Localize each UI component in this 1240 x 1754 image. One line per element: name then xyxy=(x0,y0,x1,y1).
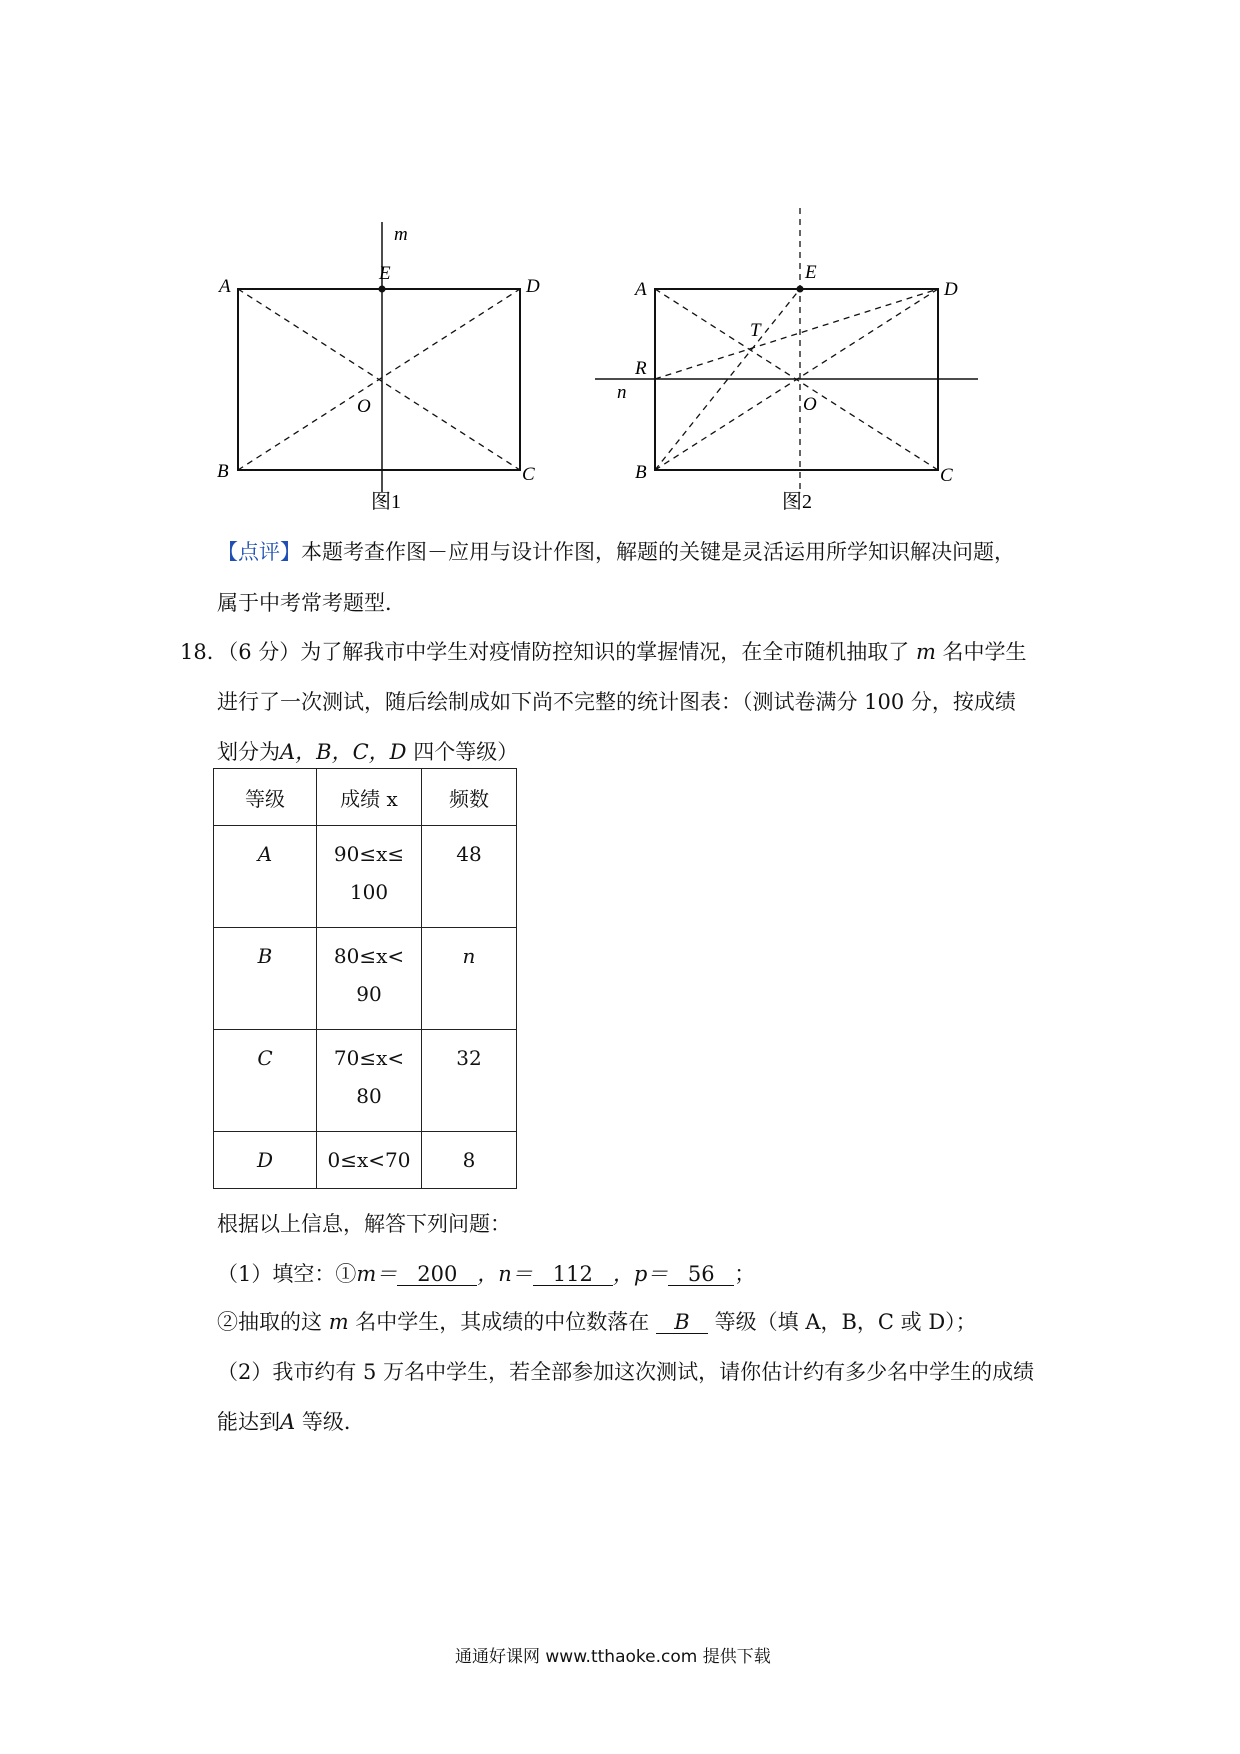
figure-1 xyxy=(0,0,620,530)
table-row xyxy=(214,826,517,928)
table-header: 成绩 x xyxy=(317,769,422,826)
median-answer-blank: B xyxy=(656,1311,708,1334)
m-answer-blank: 200 xyxy=(397,1263,477,1286)
freq-cell: 8 xyxy=(422,1132,517,1189)
fig2-label-t: T xyxy=(750,320,761,341)
question-18-line-3 xyxy=(217,736,518,766)
fig2-label-r: R xyxy=(635,358,647,379)
freq-cell: 32 xyxy=(422,1030,517,1132)
range-cell: 90≤x≤ 100 xyxy=(317,826,422,928)
q18-text-3b: A，B，C，D xyxy=(280,740,407,764)
question-part-2-line-2: 能达到A 等级． xyxy=(217,1410,365,1434)
fig1-label-b: B xyxy=(217,461,229,482)
q18-text-2: 进行了一次测试，随后绘制成如下尚不完整的统计图表：（测试卷满分 100 分，按成绩 xyxy=(217,690,1016,714)
n-answer-blank: 112 xyxy=(533,1263,613,1286)
comment-text-2: 属于中考常考题型． xyxy=(217,591,406,615)
comment-text-1: 本题考查作图－应用与设计作图，解题的关键是灵活运用所学知识解决问题， xyxy=(301,540,1015,564)
comment-line-2 xyxy=(217,587,406,617)
q18-text-3a: 划分为 xyxy=(217,740,280,764)
fig2-label-c: C xyxy=(940,465,953,486)
fig1-label-e: E xyxy=(379,263,391,284)
answers-intro: 根据以上信息，解答下列问题： xyxy=(217,1212,511,1236)
question-18-line-1 xyxy=(180,636,1027,666)
footer: 通通好课网 www.tthaoke.com 提供下载 xyxy=(455,1647,771,1667)
figure-2 xyxy=(580,0,1000,530)
fig1-label-a: A xyxy=(219,276,231,297)
question-number: 18． xyxy=(180,640,228,664)
range-cell: 70≤x< 80 xyxy=(317,1030,422,1132)
grade-table xyxy=(213,768,517,1189)
q18-text-3c: 四个等级） xyxy=(406,740,519,764)
fig1-caption: 图1 xyxy=(371,491,401,513)
fig1-label-c: C xyxy=(522,464,535,485)
fig2-label-a: A xyxy=(635,279,647,300)
grade-cell: A xyxy=(214,826,317,928)
fig2-label-n: n xyxy=(617,382,627,403)
range-cell: 80≤x< 90 xyxy=(317,928,422,1030)
table-row xyxy=(214,928,517,1030)
table-header: 等级 xyxy=(214,769,317,826)
comment-tag: 【点评】 xyxy=(217,540,301,564)
fig2-label-e: E xyxy=(805,262,817,283)
question-part-2-line-1: （2）我市约有 5 万名中学生，若全部参加这次测试，请你估计约有多少名中学生的成绩 xyxy=(217,1360,1035,1384)
freq-cell: 48 xyxy=(422,826,517,928)
grade-cell: C xyxy=(214,1030,317,1132)
fig1-label-m: m xyxy=(394,224,408,245)
fig2-label-o: O xyxy=(803,394,817,415)
grade-cell: D xyxy=(214,1132,317,1189)
grade-cell: B xyxy=(214,928,317,1030)
p-answer-blank: 56 xyxy=(668,1263,734,1286)
freq-cell: n xyxy=(422,928,517,1030)
fig1-label-o: O xyxy=(357,396,371,417)
fig2-point-e xyxy=(797,286,804,293)
table-header: 频数 xyxy=(422,769,517,826)
answer-part-1-2: ②抽取的这 m 名中学生，其成绩的中位数落在 B 等级（填 A，B，C 或 D）； xyxy=(217,1310,977,1334)
table-header-row xyxy=(214,769,517,826)
answer-part-1-1: （1）填空：①m＝ 200 ，n＝ 112 ，p＝ 56 ； xyxy=(217,1262,756,1286)
q18-text-1b: 名中学生 xyxy=(935,640,1027,664)
comment-line-1 xyxy=(217,536,1015,566)
table-row xyxy=(214,1132,517,1189)
fig1-label-d: D xyxy=(526,276,540,297)
table-row xyxy=(214,1030,517,1132)
fig1-point-e xyxy=(379,286,386,293)
q18-text-1a: （6 分）为了解我市中学生对疫情防控知识的掌握情况，在全市随机抽取了 xyxy=(227,640,916,664)
fig2-label-b: B xyxy=(635,462,647,483)
fig2-line-rd xyxy=(655,289,938,379)
fig2-caption: 图2 xyxy=(782,491,812,513)
range-cell: 0≤x<70 xyxy=(317,1132,422,1189)
fig2-label-d: D xyxy=(944,279,958,300)
q18-var-m: m xyxy=(915,640,936,664)
question-18-line-2 xyxy=(217,686,1016,716)
